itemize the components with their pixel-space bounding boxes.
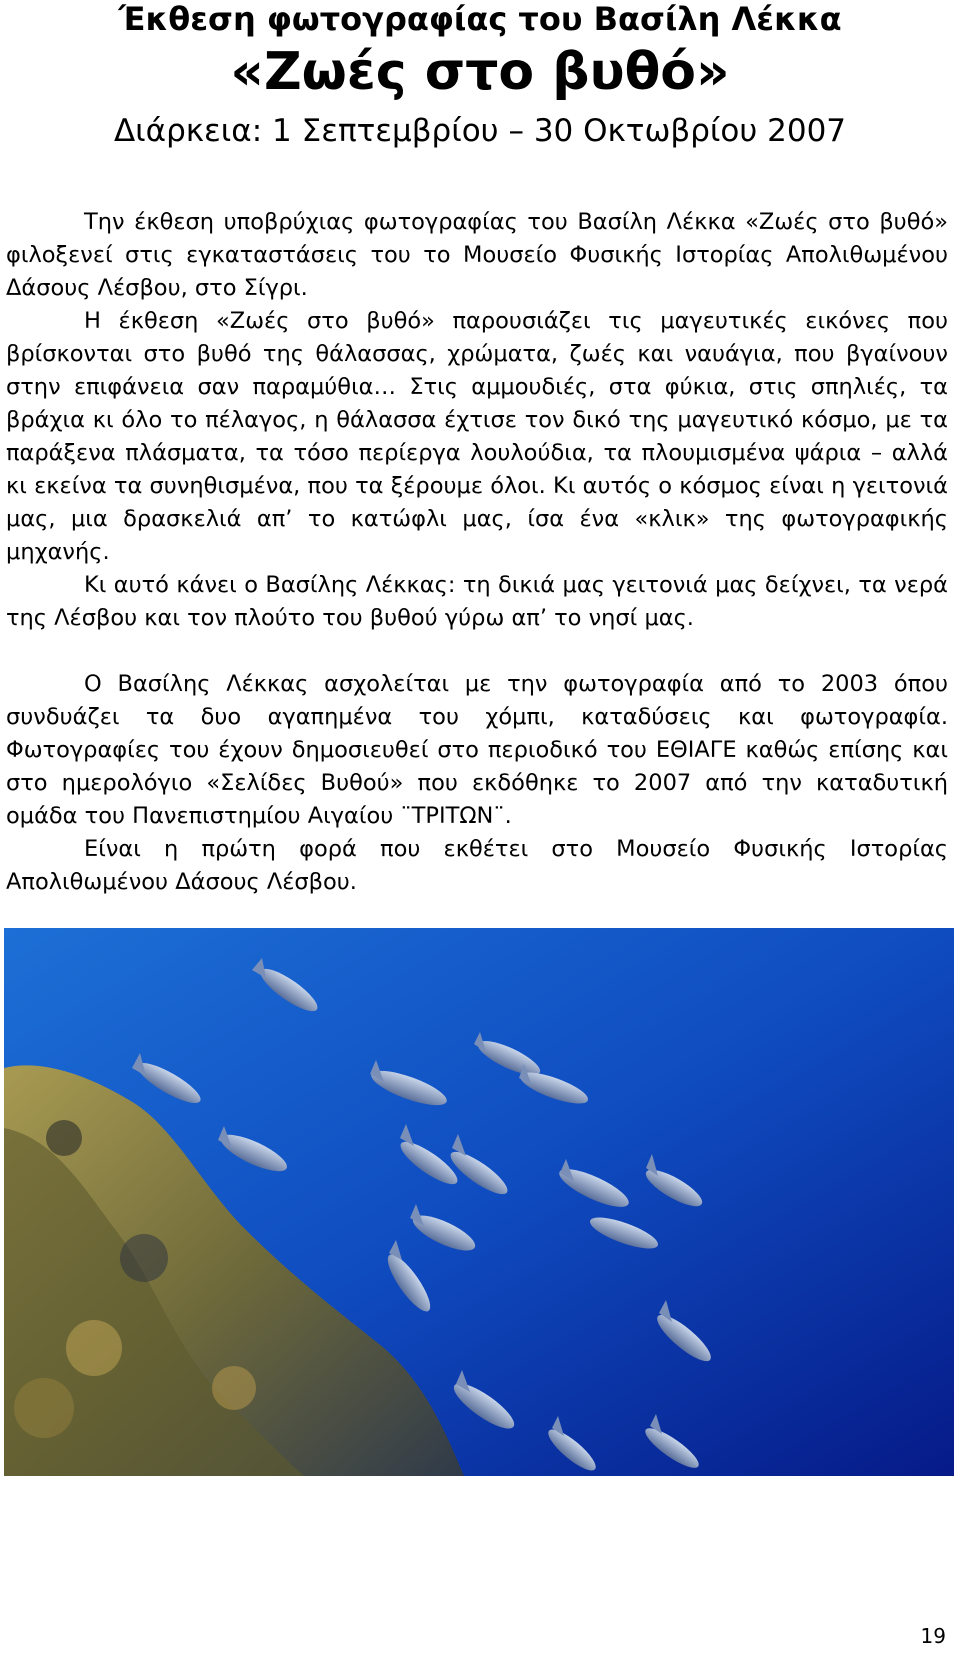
exhibition-title: Έκθεση φωτογραφίας του Βασίλη Λέκκα [118,0,842,38]
exhibition-duration: Διάρκεια: 1 Σεπτεμβρίου – 30 Οκτωβρίου 2007 [113,113,847,149]
paragraph-description: Η έκθεση «Ζωές στο βυθό» παρουσιάζει τις μαγευτικές εικόνες που βρίσκονται στο βυθό της θάλασσας, χρώματα, ζωές και ναυάγια, που βγαίνουν στην επιφάνεια σαν παραμύθια… Στις αμμουδιές, στα φύκια, στις σπηλιές, τα βράχια κι όλο το πέλαγος, η θάλασσα έχτισε τον δικό της μαγευτικό κόσμο, με τα παράξενα πλάσματα, τα τόσο περίεργα λουλούδια, τα πλουμισμένα ψάρια – αλλά κι εκείνα τα συνηθισμένα, που τα ξέρουμε όλοι. Κι αυτός ο κόσμος είναι η γειτονιά μας, μια δρασκελιά απ’ το κατώφλι μας, ίσα ένα «κλικ» της φωτογραφικής μηχανής. [6,308,948,565]
paragraph-neighbourhood: Κι αυτό κάνει ο Βασίλης Λέκκας: τη δικιά μας γειτονιά μας δείχνει, τα νερά της Λέσβου και τον πλούτο του βυθού γύρω απ’ το νησί μας. [6,572,948,631]
exhibition-name: «Ζωές στο βυθό» [230,42,730,102]
page-number: 19 [920,1624,946,1648]
paragraph-intro: Την έκθεση υποβρύχιας φωτογραφίας του Βασίλη Λέκκα «Ζωές στο βυθό» φιλοξενεί στις εγκαταστάσεις του το Μουσείο Φυσικής Ιστορίας Απολιθωμένου Δάσους Λέσβου, στο Σίγρι. [6,209,948,301]
underwater-photo [4,928,954,1476]
paragraph-first-exhibition: Είναι η πρώτη φορά που εκθέτει στο Μουσείο Φυσικής Ιστορίας Απολιθωμένου Δάσους Λέσβου. [6,836,948,895]
paragraph-biography: Ο Βασίλης Λέκκας ασχολείται με την φωτογραφία από το 2003 όπου συνδυάζει τα δυο αγαπημένα του χόμπι, καταδύσεις και φωτογραφία. Φωτογραφίες του έχουν δημοσιευθεί στο περιοδικό του ΕΘΙΑΓΕ καθώς επίσης και στο ημερολόγιο «Σελίδες Βυθού» που εκδόθηκε το 2007 από την καταδυτική ομάδα του Πανεπιστημίου Αιγαίου ¨ΤΡΙΤΩΝ¨. [6,671,948,829]
